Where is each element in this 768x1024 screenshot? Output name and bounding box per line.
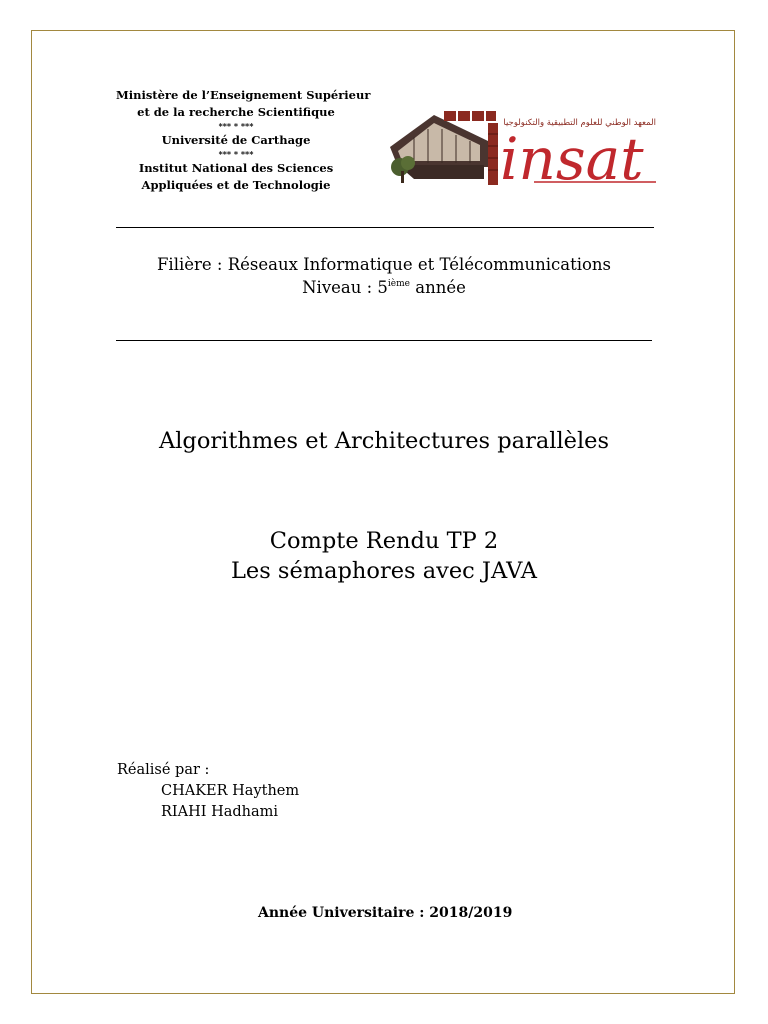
niveau-suffix: année bbox=[410, 278, 466, 297]
ministry-line-1: Ministère de l’Enseignement Supérieur bbox=[116, 88, 371, 102]
report-line-2: Les sémaphores avec JAVA bbox=[230, 558, 538, 584]
university-name: Université de Carthage bbox=[161, 133, 311, 147]
niveau-text bbox=[100, 276, 668, 299]
institute-line-2: Appliquées et de Technologie bbox=[141, 178, 331, 192]
authors-label: Réalisé par : bbox=[117, 762, 210, 778]
logo-arabic-name: المعهد الوطني للعلوم التطبيقية والتكنولوجيا bbox=[503, 118, 656, 128]
niveau-superscript: ième bbox=[387, 279, 410, 289]
report-title bbox=[80, 526, 688, 586]
ministry-line-2: et de la recherche Scientifique bbox=[137, 105, 335, 119]
program-block bbox=[100, 253, 668, 299]
logo-wordmark: insat bbox=[500, 125, 644, 189]
divider-bottom bbox=[116, 340, 652, 341]
divider-top bbox=[116, 227, 654, 228]
separator-2: *** * *** bbox=[218, 149, 254, 159]
insat-logo bbox=[384, 107, 660, 189]
filiere-text: Filière : Réseaux Informatique et Télécommunications bbox=[156, 255, 612, 274]
institute-line-1: Institut National des Sciences bbox=[138, 161, 334, 175]
report-line-1: Compte Rendu TP 2 bbox=[269, 528, 499, 554]
niveau-prefix: Niveau : 5 bbox=[302, 278, 388, 297]
author-name: CHAKER Haythem bbox=[161, 783, 300, 799]
course-title: Algorithmes et Architectures parallèles bbox=[158, 428, 610, 454]
author-name: RIAHI Hadhami bbox=[161, 804, 279, 820]
authors-block bbox=[117, 760, 299, 823]
separator-1: *** * *** bbox=[218, 121, 254, 131]
logo-building-glass bbox=[398, 123, 480, 161]
ministry-block bbox=[116, 87, 371, 194]
academic-year: Année Universitaire : 2018/2019 bbox=[258, 905, 513, 921]
